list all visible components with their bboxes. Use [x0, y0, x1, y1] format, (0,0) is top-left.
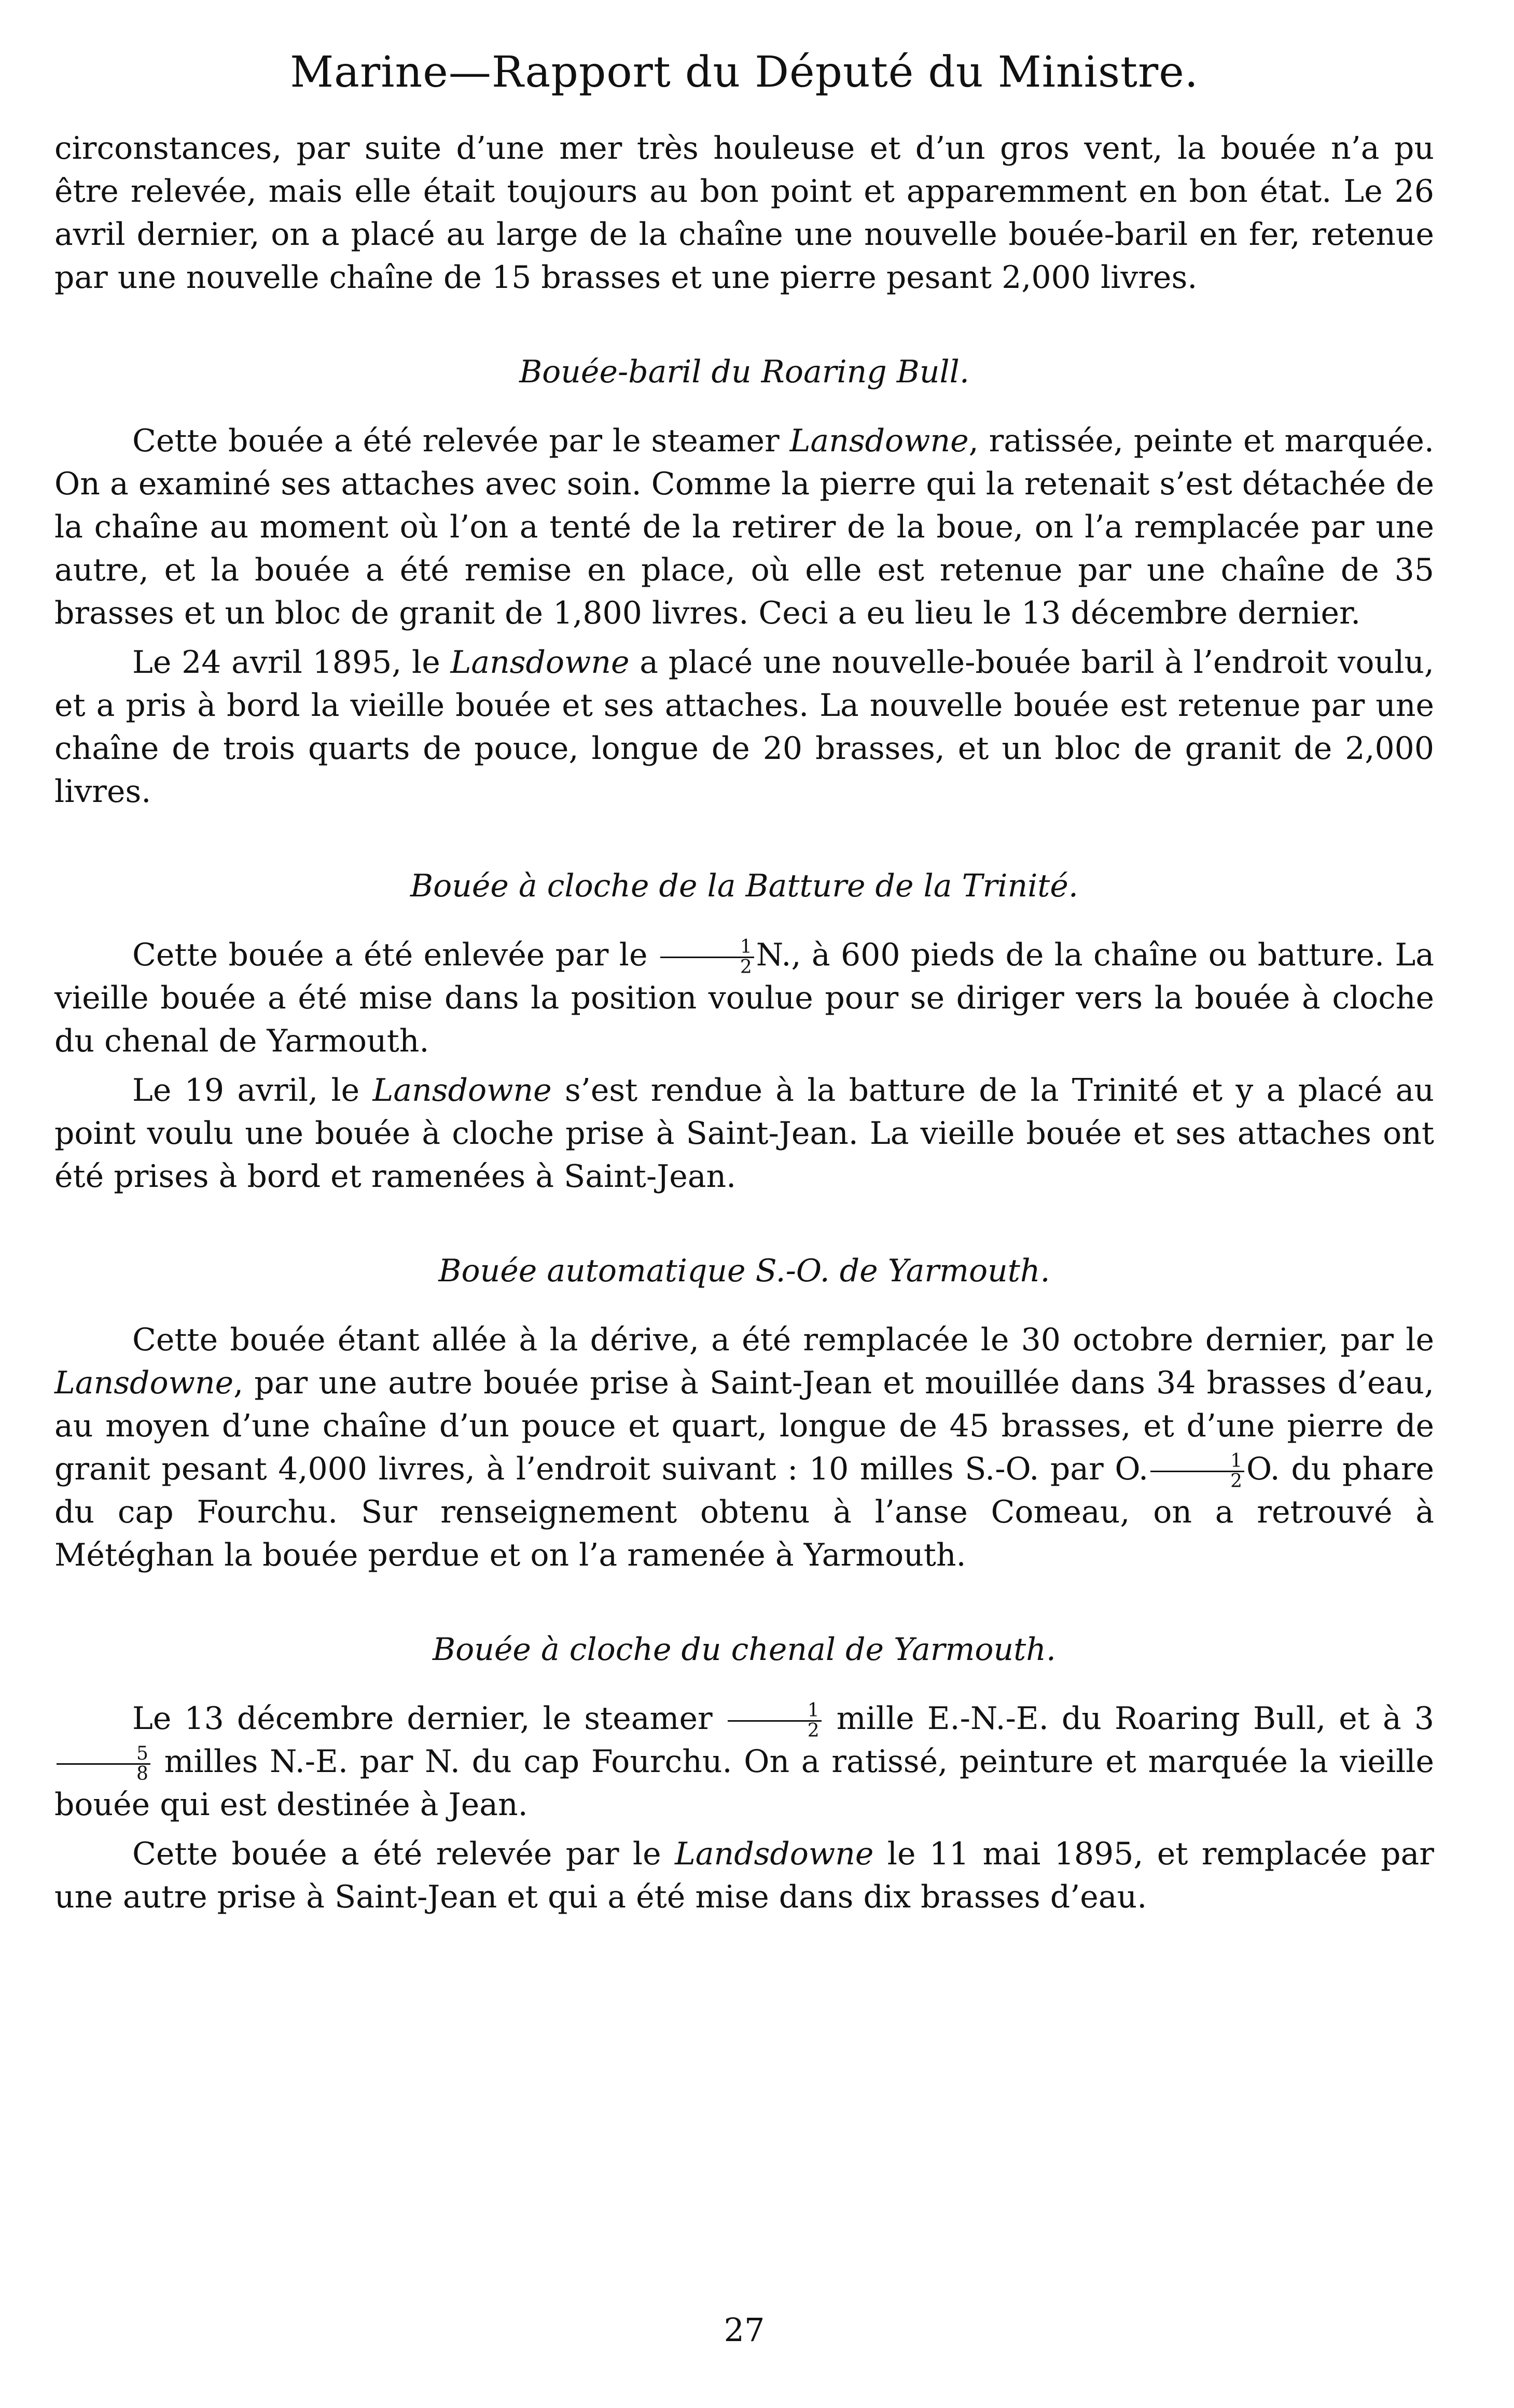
- text-run: Le 13 décembre dernier, le steamer: [132, 1700, 726, 1737]
- paragraph-roaring-bull-2: [54, 641, 1434, 813]
- paragraph-roaring-bull-1: [54, 420, 1434, 635]
- fraction-denominator: 2: [1230, 1471, 1242, 1492]
- fraction-denominator: 2: [807, 1720, 819, 1742]
- fraction-numerator: 1: [1150, 1452, 1244, 1472]
- ship-name: Lansdowne: [54, 1365, 234, 1402]
- ship-name: Lansdowne: [450, 644, 630, 681]
- text-run: N., à 600 pieds de la chaîne ou batture. La vieille bouée a été mise dans la position voulue pour se diriger vers la bouée à cloche du chenal de Yarmouth.: [54, 937, 1435, 1060]
- fraction: [57, 1745, 150, 1783]
- text-run: mille E.-N.-E. du Roaring Bull, et à 3: [823, 1700, 1434, 1737]
- text-run: Cette bouée a été relevée par le: [132, 1836, 675, 1873]
- text-run: , ratissée, peinte et marquée. On a examiné ses attaches avec soin. Comme la pierre qui la retenait s’est détachée de la chaîne au moment où l’on a tenté de la retirer de la boue, on l’a remplacée par une autre, et la bouée a été remise en place, où elle est retenue par une chaîne de 35 brasses et un bloc de granit de 1,800 livres. Ceci a eu lieu le 13 décembre dernier.: [54, 423, 1434, 632]
- section-title-yarmouth-channel: Bouée à cloche du chenal de Yarmouth.: [433, 1631, 1056, 1668]
- text-run: , par une autre bouée prise à Saint-Jean et mouillée dans 34 brasses d’eau, au moyen d’une chaîne d’un pouce et quart, longue de 45 brasses, et d’une pierre de granit pesant 4,000 livres, à l’endroit suivant : 10 milles S.-O. par O.: [54, 1365, 1434, 1488]
- paragraph-yarmouth-automatic-1: [54, 1319, 1434, 1577]
- text-run: milles N.-E. par N. du cap Fourchu. On a ratissé, peinture et marquée la vieille bouée qui est destinée à Jean.: [54, 1743, 1434, 1823]
- text-run: Cette bouée a été relevée par le steamer: [132, 423, 790, 460]
- page-number: 27: [724, 2311, 765, 2349]
- text-run: Le 19 avril, le: [132, 1072, 373, 1109]
- ship-name: Lansdowne: [789, 423, 969, 460]
- fraction: [728, 1701, 822, 1740]
- ship-name: Landsdowne: [674, 1836, 874, 1873]
- paragraph-yarmouth-channel-1: [54, 1697, 1434, 1826]
- fraction-numerator: 5: [57, 1745, 150, 1765]
- paragraph-continuation: circonstances, par suite d’une mer très houleuse et d’un gros vent, la bouée n’a pu être relevée, mais elle était toujours au bon point et apparemment en bon état. Le 26 avril dernier, on a placé au large de la chaîne une nouvelle bouée-baril en fer, retenue par une nouvelle chaîne de 15 brasses et une pierre pesant 2,000 livres.: [54, 130, 1434, 296]
- page-header: Marine—Rapport du Député du Ministre.: [290, 48, 1199, 97]
- ship-name: Lansdowne: [372, 1072, 552, 1109]
- text-run: Cette bouée étant allée à la dérive, a été remplacée le 30 octobre dernier, par le: [132, 1322, 1434, 1359]
- text-run: O. du phare du cap Fourchu. Sur renseignement obtenu à l’anse Comeau, on a retrouvé à Météghan la bouée perdue et on l’a ramenée à Yarmouth.: [54, 1451, 1435, 1574]
- section-title-yarmouth-automatic: Bouée automatique S.-O. de Yarmouth.: [438, 1253, 1050, 1290]
- fraction-numerator: 1: [728, 1701, 822, 1722]
- fraction-denominator: 8: [136, 1763, 148, 1785]
- paragraph-batture-trinite-1: [54, 934, 1434, 1063]
- text-run: le 11 mai 1895, et remplacée par une autre prise à Saint-Jean et qui a été mise dans dix brasses d’eau.: [54, 1836, 1434, 1916]
- fraction: [1150, 1452, 1244, 1491]
- paragraph-batture-trinite-2: [54, 1069, 1434, 1198]
- fraction: [660, 938, 754, 977]
- text-run: Cette bouée a été enlevée par le: [132, 937, 658, 974]
- fraction-numerator: 1: [660, 938, 754, 958]
- fraction-denominator: 2: [740, 957, 752, 978]
- section-title-roaring-bull: Bouée-baril du Roaring Bull.: [519, 354, 969, 391]
- text-run: a placé une nouvelle-bouée baril à l’endroit voulu, et a pris à bord la vieille bouée et ses attaches. La nouvelle bouée est retenue par une chaîne de trois quarts de pouce, longue de 20 brasses, et un bloc de granit de 2,000 livres.: [54, 644, 1434, 810]
- paragraph-yarmouth-channel-2: [54, 1833, 1434, 1919]
- text-run: s’est rendue à la batture de la Trinité et y a placé au point voulu une bouée à cloche prise à Saint-Jean. La vieille bouée et ses attaches ont été prises à bord et ramenées à Saint-Jean.: [54, 1072, 1434, 1195]
- text-run: Le 24 avril 1895, le: [132, 644, 451, 681]
- document-page: [54, 49, 1434, 2373]
- section-title-batture-trinite: Bouée à cloche de la Batture de la Trinité.: [410, 868, 1078, 905]
